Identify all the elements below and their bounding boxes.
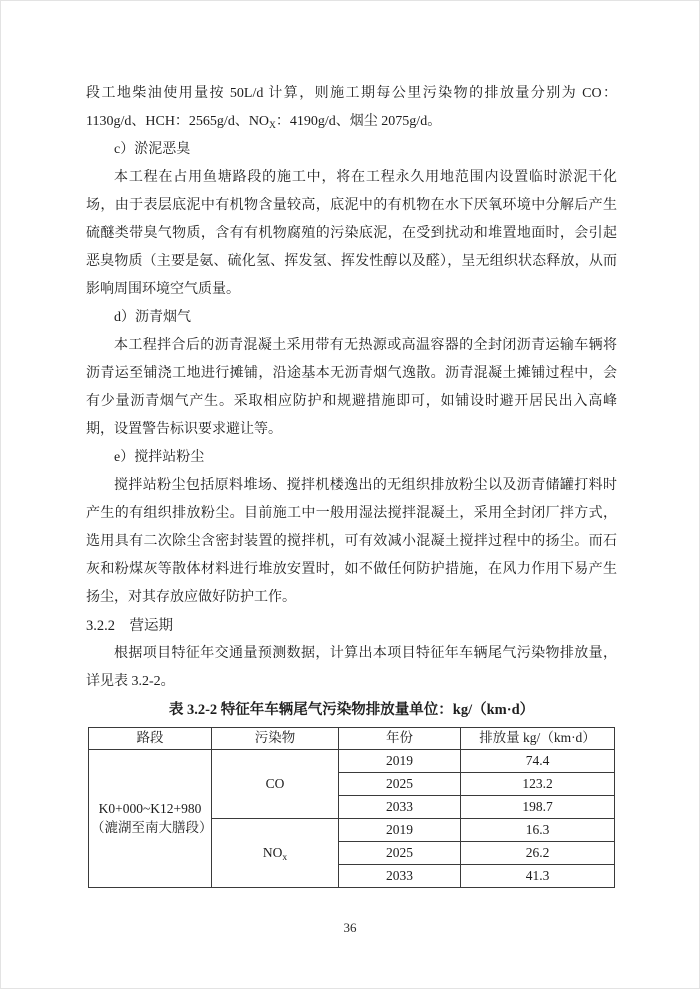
header-road-segment: 路段 (89, 728, 212, 750)
pollutant-name: NO (262, 844, 283, 860)
nox-subscript: x (282, 852, 288, 863)
text-segment: 段工地柴油使用量按 50L/d 计算，则施工期每公里污染物的排放量分别为 CO：1130g/d、HCH：2565g/d、NO (86, 86, 617, 129)
cell-value: 198.7 (461, 796, 615, 819)
paragraph-asphalt-fume: 本工程拌合后的沥青混凝土采用带有无热源或高温容器的全封闭沥青运输车辆将沥青运至铺浇工地进行摊铺，沿途基本无沥青烟气逸散。沥青混凝土摊铺过程中，会有少量沥青烟气产生。采取相应防护和规避措施即可，如铺设时避开居民出入高峰期，设置警告标识要求避让等。 (86, 338, 617, 437)
table-header-row (89, 728, 615, 750)
table-title: 表 3.2-2 特征年车辆尾气污染物排放量单位：kg/（km·d） (168, 702, 535, 718)
cell-value: 26.2 (461, 842, 615, 865)
cell-road-segment: K0+000~K12+980（漉湖至南大膳段） (89, 750, 212, 888)
list-item-e-mixing-station-dust: e）搅拌站粉尘 (114, 450, 205, 465)
header-emission-amount: 排放量 kg/（km·d） (461, 728, 615, 750)
cell-year: 2025 (339, 773, 461, 796)
text-segment: ：4190g/d、烟尘 2075g/d。 (275, 114, 442, 129)
paragraph-diesel-emissions (86, 80, 617, 136)
document-body (86, 80, 617, 888)
page-number: 36 (343, 920, 357, 935)
section-heading-operation-period: 3.2.2 营运期 (86, 618, 173, 634)
cell-pollutant-co (212, 750, 339, 819)
header-pollutant: 污染物 (212, 728, 339, 750)
list-item-c-sludge-odor: c）淤泥恶臭 (114, 142, 191, 157)
cell-value: 74.4 (461, 750, 615, 773)
nox-subscript: X (269, 121, 276, 131)
cell-value: 41.3 (461, 865, 615, 888)
vehicle-exhaust-emissions-table (88, 727, 615, 888)
cell-year: 2033 (339, 865, 461, 888)
paragraph-sludge-odor: 本工程在占用鱼塘路段的施工中，将在工程永久用地范围内设置临时淤泥干化场，由于表层底泥中有机物含量较高，底泥中的有机物在水下厌氧环境中分解后产生硫醚类带臭气物质，含有有机物腐殖的污染底泥，在受到扰动和堆置地面时，会引起恶臭物质（主要是氨、硫化氢、挥发氢、挥发性醇以及醛），呈无组织状态释放，从而影响周围环境空气质量。 (86, 170, 617, 297)
cell-value: 16.3 (461, 819, 615, 842)
cell-value: 123.2 (461, 773, 615, 796)
cell-year: 2019 (339, 750, 461, 773)
cell-year: 2019 (339, 819, 461, 842)
pollutant-name: CO (265, 775, 285, 791)
list-item-d-asphalt-fume: d）沥青烟气 (114, 310, 191, 325)
cell-year: 2025 (339, 842, 461, 865)
paragraph-operation-emissions: 根据项目特征年交通量预测数据，计算出本项目特征年车辆尾气污染物排放量，详见表 3.2-2。 (86, 646, 617, 689)
paragraph-mixing-station-dust: 搅拌站粉尘包括原料堆场、搅拌机楼逸出的无组织排放粉尘以及沥青储罐打料时产生的有组织排放粉尘。目前施工中一般用湿法搅拌混凝土，采用全封闭厂拌方式，选用具有二次除尘含密封装置的搅拌机，可有效减小混凝土搅拌过程中的扬尘。而石灰和粉煤灰等散体材料进行堆放安置时，如不做任何防护措施，在风力作用下易产生扬尘，对其存放应做好防护工作。 (86, 478, 617, 605)
cell-pollutant-nox (212, 819, 339, 888)
table-row (89, 750, 615, 773)
header-year: 年份 (339, 728, 461, 750)
cell-year: 2033 (339, 796, 461, 819)
